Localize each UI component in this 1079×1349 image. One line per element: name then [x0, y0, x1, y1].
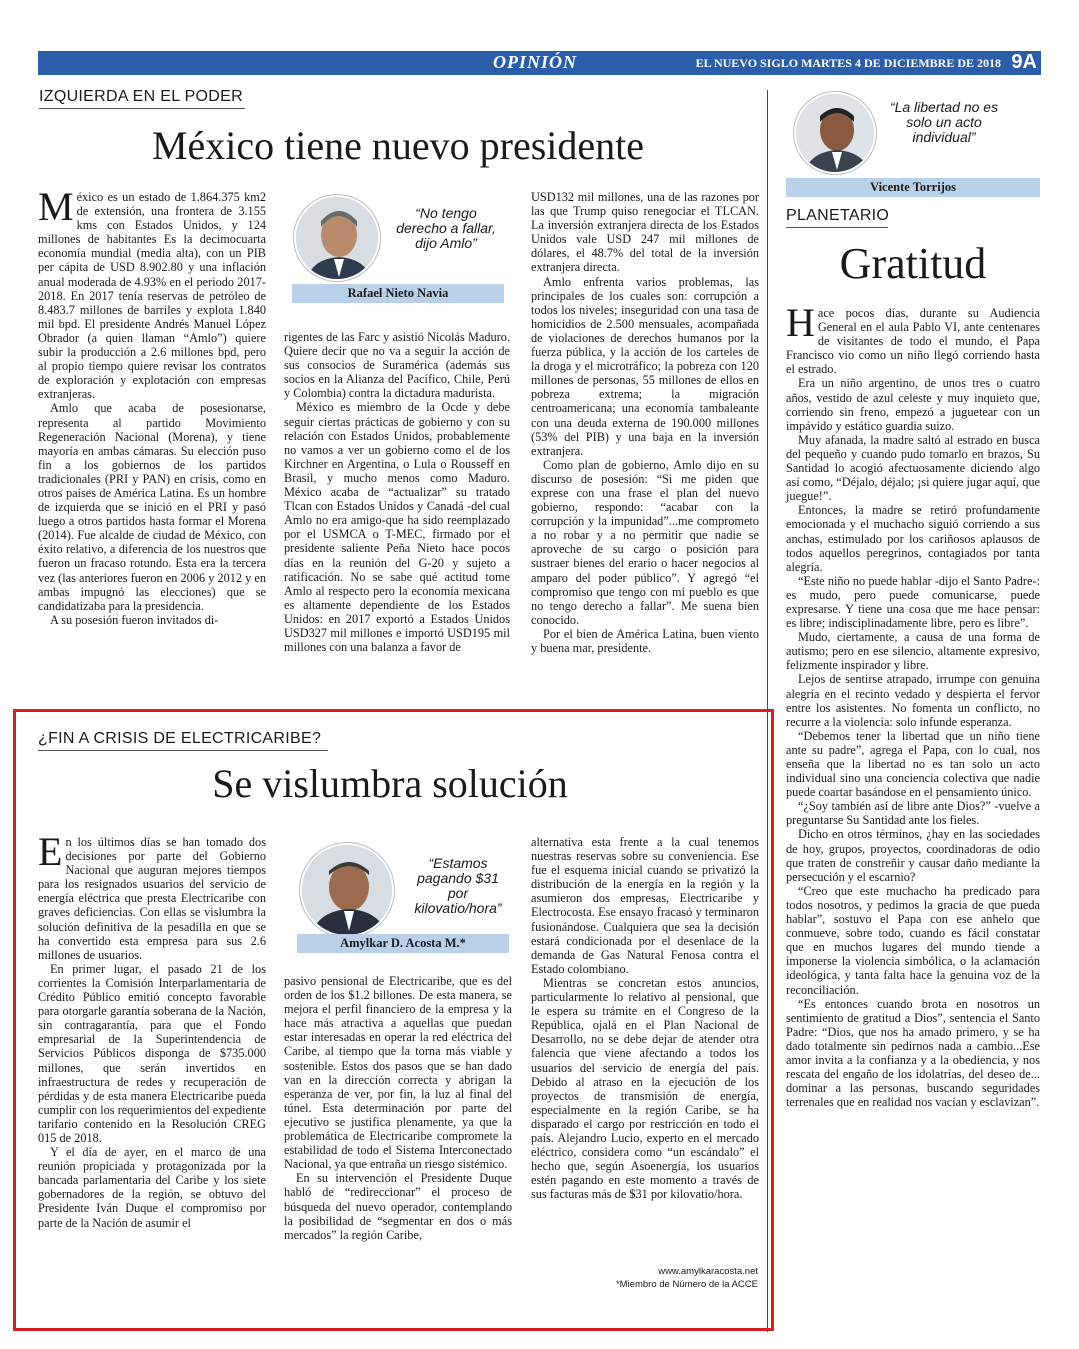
article2-paragraph: “Creo que este muchacho ha predicado para todos nosotros, y pedimos la gracia de que pueda hablar”, sostuvo el Papa con ese anhelo que conmueve, sobre todo, cuando es fácil constatar que en muchos lugares del mundo tiende a imponerse la violencia simbólica, o la aclamación ideológica, y tanta falta hace la genuina voz de la reconciliación.: [786, 883, 1040, 997]
article1-paragraph: A su posesión fueron invitados di-: [50, 612, 219, 627]
pull-quote: “Estamos pagando $31 por kilovatio/hora”: [414, 855, 502, 916]
pull-quote: “No tengo derecho a fallar, dijo Amlo”: [396, 205, 496, 251]
article2-paragraph: “Debemos tener la libertad que un niño tiene ante su padre”, agrega el Papa, con lo cual, nos enseña que la libertad no es tan solo un acto individual sino una conciencia colectiva que nadie puede coartar basándose en el pensamiento único.: [786, 728, 1040, 800]
article3-paragraph: En primer lugar, el pasado 21 de los corrientes la Comisión Interparlamentaria de Crédito Público emitió concepto favorable para otorgarle garantía soberana de la Nación, sin contragarantía, para que el Fondo empresarial de la Superintendencia de Servicios Públicos disponga de $735.000 millones, que serán invertidos en infraestructura de redes y recuperación de pérdidas y de esta manera Electricaribe pueda cumplir con los requerimientos del expediente tarifario contenido en la Resolución CREG 015 de 2018.: [38, 961, 266, 1145]
article1-paragraph: USD132 mil millones, una de las razones por las que Trump quiso renegociar el TLCAN. La inversión extranjera directa de los Estados Unidos vale USD 247 mil millones de dólares, el 48.7% del total de la inversión extranjera directa.: [531, 190, 759, 275]
article1-kicker: IZQUIERDA EN EL PODER: [39, 88, 245, 109]
article1-paragraph: México es un estado de 1.864.375 km2 de extensión, una frontera de 3.155 kms con Estados Unidos, y 124 millones de habitantes Es la decimocuarta economía mundial (media alta), con un PIB per cápita de USD 8.902.80 y una inflación anual moderada de 4.93% en el periodo 2017-2018. En 2017 tenía reservas de petróleo de 8.483.7 millones de barriles y explota 1.840 mil bpd. El presidente Andrés Manuel López Obrador (a quien llaman “Amlo”) quiere subir la producción a 2.6 millones bpd, pero al propio tiempo quiere revisar los contratos de exploración y explotación con empresas extranjeras.: [38, 184, 266, 402]
page-number: 9A: [1011, 51, 1037, 73]
section-title: OPINIÓN: [493, 52, 578, 72]
dropcap: H: [786, 300, 815, 345]
article2-paragraph: Dicho en otros términos, ¿hay en las sociedades de hoy, grupos, proyectos, coordinadoras de odio que traten de constreñir y causar daño mediante la persecución y el escarnio?: [786, 827, 1040, 884]
article2-paragraph: “Es entonces cuando brota en nosotros un sentimiento de gratitud a Dios”, sentencia el Santo Padre: “Dios, que nos ha amado primero, y se ha dado totalmente sin pedirnos nada a cambio...Ese amor invita a la confianza y a la obediencia, y nos rescata del engaño de los idolatrías, del deseo de... dominar a las personas, buscando seguridades terrenales que en realidad nos vacían y esclavizan”.: [786, 996, 1040, 1110]
masthead-bar: [38, 51, 1041, 75]
article2-headline: Gratitud: [839, 239, 987, 288]
newspaper-date: EL NUEVO SIGLO MARTES 4 DE DICIEMBRE DE 2018: [695, 56, 1001, 70]
article2-paragraph: Mudo, ciertamente, a causa de una forma de autismo; pero en ese silencio, altamente expresivo, felizmente inspirador y libre.: [786, 630, 1040, 673]
article2-paragraph: Entonces, la madre se retiró profundamente emocionada y el muchacho siguió corriendo a sus anchas, estimulado por los cariñosos aplausos de todos aquellos peregrinos, contagiados por tanta alegría.: [786, 503, 1040, 574]
article2-column: [786, 300, 1040, 1110]
article3-paragraph: En su intervención el Presidente Duque habló de “redireccionar” el proceso de búsqueda del nuevo operador, contemplando la posibilidad de “segmentar en dos o más mercados” la región Caribe,: [284, 1171, 512, 1242]
article2-paragraph: “Este niño no puede hablar -dijo el Santo Padre-: es mudo, pero puede comunicarse, puede expresarse. Y tiene una cosa que me hace pensar: es libre; indisciplinadamente libre, pero es libre”.: [786, 573, 1040, 631]
article1-column-2: [284, 330, 510, 654]
article2-paragraph: Lejos de sentirse atrapado, irrumpe con genuina alegría en el recinto vedado y despierta el fervor entre los asistentes. No fomenta un conflicto, no recurre a la violencia: solo infunde esperanza.: [786, 672, 1040, 729]
article2-paragraph: “¿Soy también así de libre ante Dios?” -vuelve a preguntarse Su Santidad ante los fieles.: [786, 799, 1040, 828]
article2-kicker: PLANETARIO: [786, 207, 888, 228]
author-photo-acosta: [300, 843, 394, 937]
article2-paragraph: Hace pocos días, durante su Audiencia General en el aula Pablo VI, ante centenares de visitantes de todo el mundo, el Papa Francisco vio como un niño llegó corriendo hasta el estrado.: [786, 300, 1040, 377]
article3-paragraph: alternativa esta frente a la cual tenemos nuestras reservas sobre su conveniencia. Ese fue el esquema inicial cuando se privatizó la distribución de la energía en la región y la asumieron dos empresas, Electricaribe y Electrocosta. Ese ensayo fracasó y terminaron fusionándose. Cualquiera que sea la decisión estará condicionada por el desenlace de la demanda de Gas Natural Fenosa contra el Estado colombiano.: [531, 835, 759, 976]
article1-paragraph: Amlo enfrenta varios problemas, las principales de los cuales son: corrupción a todos los niveles; inseguridad con una tasa de homicidios de 2.500 mensuales, acompañada de violaciones de derechos humanos por la fuerza pública, y la acción de los carteles de la droga y el microtráfico; la pobreza con 120 millones de personas, 55 millones de ellos en pobreza extrema; la migración centroamericana; una economía tambaleante con una deuda externa de 190.000 millones (53% del PIB) y una baja en la inversión extranjera.: [531, 274, 759, 458]
article3-headline: Se vislumbra solución: [212, 761, 568, 806]
article3-paragraph: En los últimos días se han tomado dos decisiones por parte del Gobierno Nacional que auguran mejores tiempos para los resignados usuarios del servicio de energía eléctrica que presta Electricaribe con graves deficiencias. Con ellas se vislumbra la solución definitiva de la pesadilla en que se ha convertido esta empresa para sus 2.6 millones de usuarios.: [38, 829, 266, 962]
author-byline: Vicente Torrijos: [786, 178, 1040, 197]
author-photo-nieto: [294, 195, 380, 281]
author-byline: Amylkar D. Acosta M.*: [297, 934, 509, 953]
article1-paragraph: rigentes de las Farc y asistió Nicolás Maduro. Quiere decir que no va a seguir la acción de sus consocios de Suramérica (además sus socios en la Alianza del Pacífico, Chile, Perú y Colombia) contra la dictadura madurista.: [284, 330, 510, 401]
article1-column-3: [531, 190, 759, 655]
article3-column-3: [531, 835, 759, 1201]
article1-paragraph: Amlo que acaba de posesionarse, representa al partido Movimiento Regeneración Nacional (Morena), y tiene mayoría en ambas cámaras. Su elección puso fin a los gobiernos de los partidos tradicionales (PRI y PAN) en crisis, como en otros países de América Latina. Es un hombre de izquierda que se inició en el PRI y pasó luego a otros partidos hasta formar el Morena (2014). Fue alcalde de ciudad de México, con éxito relativo, a diferencia de los nuestros que fueron un fracaso rotundo. Esta era la tercera vez (las anteriores fueron en 2006 y 2012 y en ambas impugnó las elecciones) que se candidatizaba para la presidencia.: [38, 401, 266, 613]
article3-paragraph: Mientras se concretan estos anuncios, particularmente lo relativo al pensional, que le espera su trámite en el Congreso de la República, ojalá en el Plan Nacional de Desarrollo, no se debe dejar de atender otra falencia que viene afectando a todos los usuarios del servicio de energía del país. Debido al atraso en la ejecución de los proyectos de transmisión de energía, especialmente en la región Caribe, se ha disparado el cargo por restricción en todo el país. Alejandro Lucio, experto en el mercado eléctrico, considera como “un escándalo” el hecho que, según Asoenergía, los usuarios estén pagando en este momento a través de sus facturas más de $31 por kilovatio/hora.: [531, 975, 759, 1202]
author-website: www.amylkaracosta.net: [658, 1266, 758, 1277]
dropcap: E: [38, 829, 63, 874]
pull-quote: “La libertad no es solo un acto individual”: [889, 99, 999, 145]
author-photo-torrijos: [794, 92, 876, 174]
article1-column-1: [38, 184, 266, 627]
article1-paragraph: Como plan de gobierno, Amlo dijo en su discurso de posesión: “Si me piden que exprese con una frase el plan del nuevo gobierno, respondo: “acabar con la corrupción y la impunidad”...me comprometo a no robar y a no permitir que nadie se aproveche de su cargo o posición para sustraer bienes del erario o hacer negocios al amparo del poder público”. Y agregó “el compromiso que tengo con mi pueblo es que no tengo derecho a fallar”. Me suena bien conocido.: [531, 457, 759, 627]
article1-paragraph: México es miembro de la Ocde y debe seguir ciertas prácticas de gobierno y con su relación con Estados Unidos, probablemente no vamos a ver un gobierno como el de los Kirchner en Argentina, o Lula o Rousseff en Brasil, y mucho menos como Maduro. México acaba de “actualizar” su tratado Tlcan con Estados Unidos y Canadá -del cual Amlo no era amigo-que ha sido reemplazado por el USMCA o T-MEC, firmado por el presidente saliente Peña Nieto hace pocos días en la reunión del G-20 y sujeto a ratificación. No se sabe qué actitud tome Amlo al respecto pero la economía mexicana es altamente dependiente de los Estados Unidos: en 2017 exportó a Estados Unidos USD327 mil millones e importó USD195 mil millones con una balanza a favor de: [284, 400, 510, 655]
dropcap: M: [38, 184, 74, 229]
article3-kicker: ¿FIN A CRISIS DE ELECTRICARIBE?: [38, 730, 328, 751]
article3-column-1: [38, 829, 266, 1230]
author-footnote: *Miembro de Número de la ACCE: [615, 1279, 758, 1290]
article3-paragraph: pasivo pensional de Electricaribe, que es del orden de los $1.2 billones. De esta manera, se mejora el perfil financiero de la empresa y la hace más atractiva a aquellas que puedan estar interesadas en operar la red eléctrica del Caribe, al tiempo que la torna más viable y sostenible. Estos dos pasos que se han dado van en la dirección correcta y abrigan la esperanza de ver, por fin, la luz al final del túnel. Esta determinación por parte del ejecutivo se justifica plenamente, ya que la problemática de Electricaribe compromete la estabilidad de todo el Sistema Interconectado Nacional, ya que entraña un riesgo sistémico.: [284, 974, 512, 1172]
article2-paragraph: Muy afanada, la madre saltó al estrado en busca del pequeño y cuando pudo tomarlo en brazos, Su Santidad lo acogió afectuosamente diciendo algo así como, “Déjalo, déjalo; ¡si quiere jugar aquí, que juegue!”.: [786, 432, 1040, 504]
article1-headline: México tiene nuevo presidente: [151, 123, 645, 168]
author-byline: Rafael Nieto Navia: [292, 284, 504, 303]
article2-paragraph: Era un niño argentino, de unos tres o cuatro años, vestido de azul celeste y muy inquieto que, corriendo sin freno, empezó a juguetear con un impávido y estático guardia suizo.: [786, 376, 1040, 433]
article3-column-2: [284, 974, 512, 1242]
article1-paragraph: Por el bien de América Latina, buen viento y buena mar, presidente.: [531, 626, 759, 655]
article3-paragraph: Y el día de ayer, en el marco de una reunión propiciada y protagonizada por la bancada parlamentaria del Caribe y los siete gobernadores de la región, se obtuvo del Presidente Iván Duque el compromiso por parte de la Nación de asumir el: [38, 1145, 266, 1230]
